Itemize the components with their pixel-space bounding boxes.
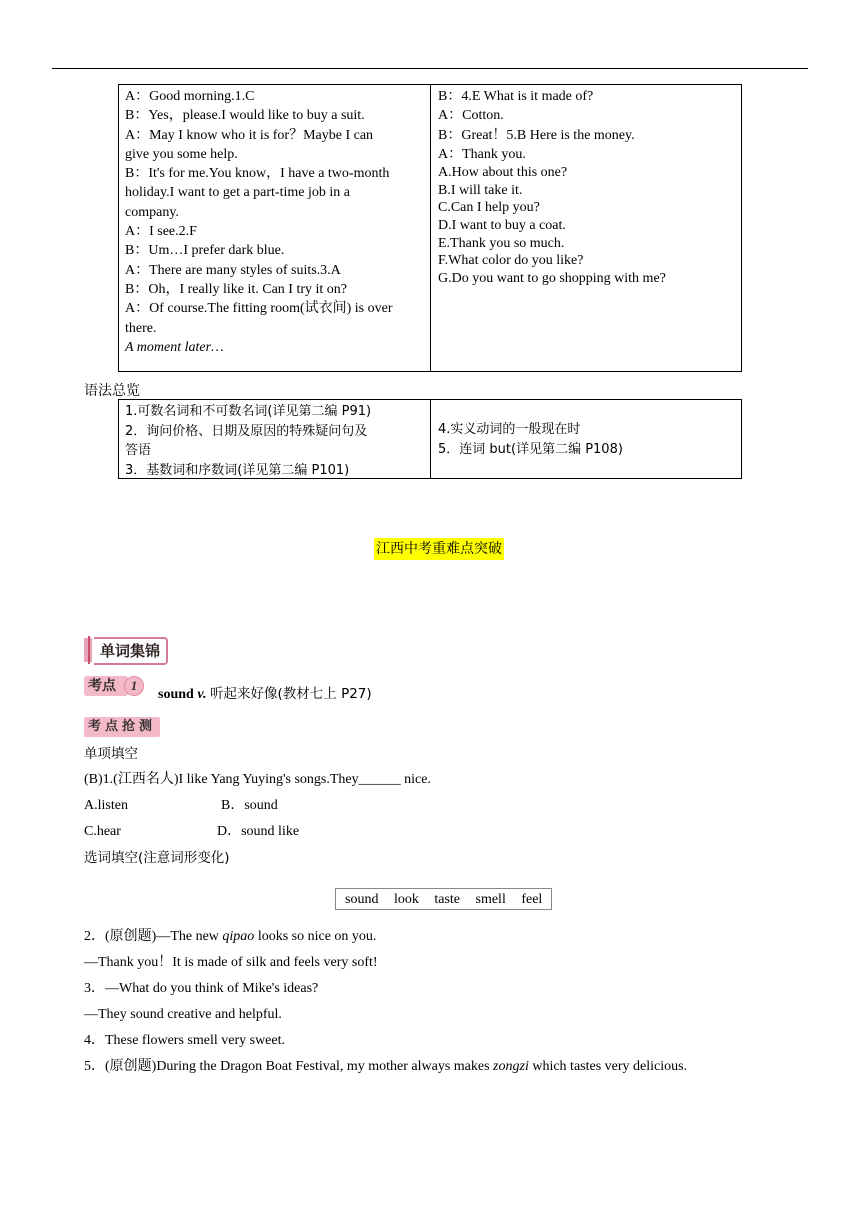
grammar-item: 4.实义动词的一般现在时 [438,422,581,437]
answer-option: A.How about this one? [438,165,568,181]
vocab-header-label: 单词集锦 [94,637,168,665]
grammar-item: 1.可数名词和不可数名词(详见第二编 P91) [125,404,372,419]
answer-2: —Thank you！It is made of silk and feels very soft! [84,955,378,970]
dialogue-right-cell [438,87,738,287]
dialogue-line: A：Cotton. [438,108,504,124]
answer-option: C.Can I help you? [438,200,540,216]
grammar-right-cell [438,420,738,459]
question-5-italic: zongzi [493,1059,529,1074]
table-divider [430,400,431,478]
word-bank [335,888,552,910]
question-2-italic: qipao [222,929,255,944]
dialogue-line: B：Great！5.B Here is the money. [438,127,635,143]
dialogue-table [118,84,742,372]
dialogue-line: B：Um…I prefer dark blue. [125,243,285,259]
word-bank-item: look [393,892,419,907]
dialogue-line: company. [125,204,179,220]
grammar-item: 3．基数词和序数词(详见第二编 P101) [125,462,350,478]
kaodian-badge [84,676,144,696]
dialogue-line: holiday.I want to get a part-time job in a [125,185,350,201]
grammar-item: 2．询问价格、日期及原因的特殊疑问句及 [125,423,368,439]
dialogue-line: A：May I know who it is for？Maybe I can [125,127,374,143]
badge-label: 考点 [88,678,116,694]
header-rule [52,68,808,69]
fill-heading: 选词填空(注意词形变化) [84,850,230,866]
dialogue-line: A：I see.2.F [125,224,197,240]
question-4: 4．These flowers smell very sweet. [84,1033,285,1048]
grammar-left-cell [125,402,423,480]
option-b: B．sound [221,798,278,813]
dialogue-line: B：Oh，I really like it. Can I try it on? [125,281,348,297]
answer-3: —They sound creative and helpful. [84,1007,282,1022]
option-d: D．sound like [217,824,300,839]
dialogue-line: B：It's for me.You know，I have a two-month [125,166,390,182]
word-bank-item: sound [345,892,379,907]
answer-option: B.I will take it. [438,182,523,198]
grammar-table [118,399,742,479]
question-2 [84,928,376,946]
word-bank-item: feel [521,892,543,907]
dialogue-line: B：Yes，please.I would like to buy a suit. [125,108,365,124]
answer-option: D.I want to buy a coat. [438,217,566,233]
vocab-section-header [84,636,180,664]
question-5 [84,1058,687,1076]
option-a: A.listen [84,798,128,813]
grammar-item: 答语 [125,443,152,458]
section-banner: 江西中考重难点突破 [374,538,504,560]
answer-option: F.What color do you like? [438,253,584,269]
test-badge: 考点抢测 [84,717,160,737]
dialogue-line: A：There are many styles of suits.3.A [125,262,341,278]
question-2-prefix: 2．(原创题)—The new [84,929,223,944]
answer-option: E.Thank you so much. [438,235,565,251]
word-meaning: 听起来好像(教材七上 P27) [210,686,372,702]
dialogue-line: A：Good morning.1.C [125,89,255,104]
stage-direction: A moment later… [125,339,224,355]
key-word: sound [158,687,194,702]
grammar-item: 5．连词 but(详见第二编 P108) [438,441,623,457]
dialogue-line: B：4.E What is it made of? [438,89,594,104]
mc-heading: 单项填空 [84,746,138,762]
option-c: C.hear [84,824,121,839]
badge-number: 1 [124,676,144,696]
grammar-title: 语法总览 [84,383,140,399]
word-bank-item: taste [434,892,460,907]
answer-option: G.Do you want to go shopping with me? [438,270,666,286]
dialogue-left-cell [125,87,423,357]
word-bank-item: smell [475,892,506,907]
kaodian-title [158,682,372,703]
question-1: (B)1.(江西名人)I like Yang Yuying's songs.They______ nice. [84,772,431,787]
question-2-suffix: looks so nice on you. [254,929,377,944]
dialogue-line: give you some help. [125,146,238,162]
dialogue-line: A：Thank you. [438,146,526,162]
table-divider [430,85,431,371]
question-5-prefix: 5．(原创题)During the Dragon Boat Festival, my mother always makes [84,1059,494,1074]
header-decoration [88,636,90,664]
dialogue-line: A：Of course.The fitting room(试衣间) is over [125,301,393,317]
dialogue-line: there. [125,320,157,336]
question-3: 3．—What do you think of Mike's ideas? [84,981,319,996]
question-5-suffix: which tastes very delicious. [528,1059,688,1074]
part-of-speech: v. [197,687,207,702]
